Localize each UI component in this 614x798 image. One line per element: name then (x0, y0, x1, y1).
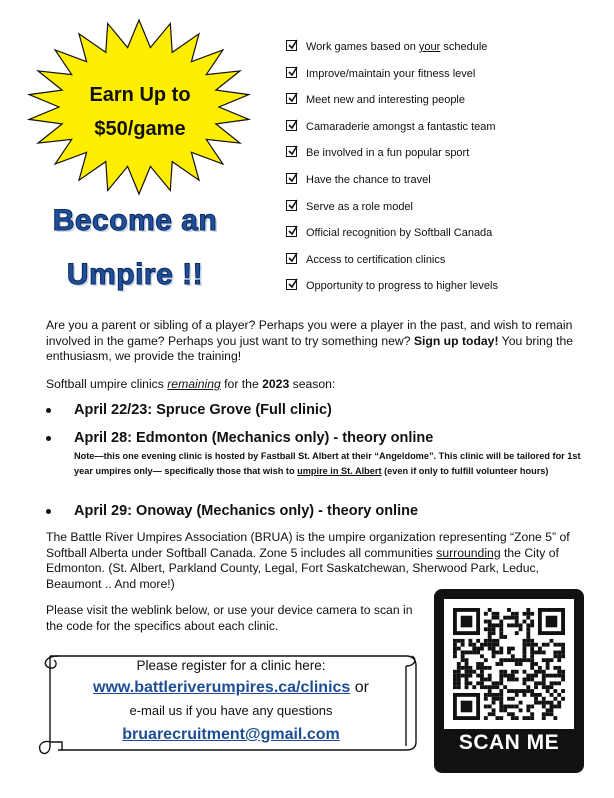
clinics-lead-pre: Softball umpire clinics (46, 377, 168, 391)
benefit-item (286, 200, 596, 227)
clinics-lead (46, 377, 582, 391)
qr-code-icon (453, 608, 565, 720)
brua-underlined: surrounding (436, 545, 501, 560)
or-text: or (350, 679, 369, 696)
clinic-note-underlined: umpire in St. Albert (297, 465, 382, 476)
checkbox-checked-icon (286, 253, 297, 264)
bullet-icon (46, 408, 51, 413)
clinics-lead-italic: remaining (167, 377, 221, 391)
intro-tail: You bring the enthusiasm, we provide the training! (46, 333, 574, 363)
brua-post: the City of Edmonton. (St. Albert, Parkland County, Legal, Fort Saskatchewan, Sherwood Park, Leduc, Beaumont .. And more!) (46, 545, 559, 591)
badge-text (60, 78, 220, 146)
register-heading: Please register for a clinic here: (136, 658, 326, 673)
brua-paragraph (46, 530, 580, 592)
benefit-text: Camaraderie amongst a fantastic team (306, 120, 496, 133)
benefit-text: Have the chance to travel (306, 173, 431, 186)
clinic-title: April 29: Onoway (Mechanics only) - theory online (74, 503, 419, 519)
checkbox-checked-icon (286, 173, 297, 184)
benefit-item (286, 146, 596, 173)
badge-line1: Earn Up to (89, 84, 191, 106)
checkbox-checked-icon (286, 40, 297, 51)
intro-cta: Sign up today! (413, 333, 499, 348)
badge-line2: $50/game (94, 118, 186, 140)
benefit-item (286, 67, 596, 94)
benefit-text: Serve as a role model (306, 200, 413, 213)
benefit-text: Opportunity to progress to higher levels (306, 280, 498, 293)
intro-text: Are you a parent or sibling of a player? Perhaps you were a player in the past, and wish to remain involved in the game? Perhaps you just want to try something new? (46, 318, 573, 348)
title-line2: Umpire !! (66, 258, 204, 291)
qr-code[interactable] (444, 599, 574, 729)
bullet-icon (46, 509, 51, 514)
benefit-item (286, 40, 596, 67)
benefit-item (286, 253, 596, 280)
clinic-title: April 28: Edmonton (Mechanics only) - theory online (74, 430, 434, 446)
clinic-note-post: (even if only to fulfill volunteer hours) (381, 465, 549, 476)
benefit-text: Be involved in a fun popular sport (306, 147, 470, 160)
visit-paragraph: Please visit the weblink below, or use your device camera to scan in the code for the specifics about each clinic. (46, 603, 413, 633)
benefit-text: Work games based on (306, 41, 419, 53)
benefit-item (286, 93, 596, 120)
clinic-title: April 22/23: Spruce Grove (Full clinic) (74, 402, 332, 418)
checkbox-checked-icon (286, 93, 297, 104)
title-line1: Become an (52, 204, 218, 237)
checkbox-checked-icon (286, 200, 297, 211)
checkbox-checked-icon (286, 67, 297, 78)
email-prompt: e-mail us if you have any questions (129, 703, 333, 718)
benefit-text-tail: schedule (440, 41, 488, 53)
clinics-link[interactable]: www.battleriverumpires.ca/clinics (93, 679, 351, 696)
clinics-lead-year: 2023 (262, 377, 290, 391)
scan-me-label: SCAN ME (458, 731, 560, 754)
benefit-underlined: your (418, 41, 441, 53)
register-box (66, 658, 396, 744)
benefit-item (286, 120, 596, 147)
bullet-icon (46, 436, 51, 441)
clinic-note-pre: Note—this one evening clinic is hosted by Fastball St. Albert at their “Angeldome”. This clinic will be tailored for 1st year umpires only— specifically those that wish to (74, 451, 581, 476)
benefits-list (286, 40, 596, 306)
intro-paragraph (46, 318, 582, 365)
register-url-line (66, 679, 396, 697)
benefit-text: Access to certification clinics (306, 253, 446, 266)
clinics-lead-post: season: (289, 377, 336, 391)
email-link[interactable]: bruarecruitment@gmail.com (122, 726, 340, 743)
checkbox-checked-icon (286, 279, 297, 290)
benefit-item (286, 279, 596, 306)
benefit-text: Meet new and interesting people (306, 94, 465, 107)
checkbox-checked-icon (286, 146, 297, 157)
email-line (66, 726, 396, 744)
benefit-text: Official recognition by Softball Canada (306, 227, 493, 240)
benefit-item (286, 226, 596, 253)
qr-code-frame (434, 589, 584, 773)
clinics-lead-mid: for the (220, 377, 263, 391)
benefit-item (286, 173, 596, 200)
checkbox-checked-icon (286, 120, 297, 131)
brua-pre: The Battle River Umpires Association (BRUA) is the umpire organization representing “Zone 5” of Softball Alberta under Softball Canada. Zone 5 includes all communities (46, 530, 570, 560)
checkbox-checked-icon (286, 226, 297, 237)
benefit-text: Improve/maintain your fitness level (306, 67, 476, 80)
clinic-note (74, 449, 584, 478)
